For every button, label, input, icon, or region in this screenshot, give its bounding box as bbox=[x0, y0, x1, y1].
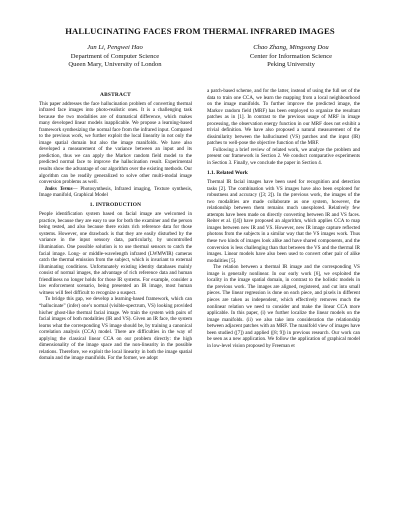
index-terms bbox=[39, 186, 192, 199]
paper-title: HALLUCINATING FACES FROM THERMAL INFRARED IMAGES bbox=[65, 26, 335, 36]
related-work-paragraph-1: Thermal IR facial images have been used for recognition and detection tasks [2]. The combination with VS images have also been explored for robustness and accuracy ([3; 2]). In the previous work, the images of the two modalities are made collaborate as one system, however, the relationship between them remains much unexplored. Relatively few attempts have been made on directly converting between IR and VS faces. Reiter et al. ([4]) have proposed an algorithm, which applies CCA to map images between new IR and VS. However, new IR image capture reflected photons from the subjects in a similar way that the VS images work. Thus these two kinds of images look alike and have shared components, and the conversion is less challenging than that between the VS and the thermal IR images. Linear models have also been used to convert other pair of alike modalities [5]. bbox=[207, 179, 360, 264]
index-terms-label: Index Terms bbox=[45, 185, 73, 192]
left-column bbox=[39, 88, 192, 362]
author-names: Chao Zhang, Mingsong Dou bbox=[253, 44, 329, 51]
intro-paragraph-3: a patch-based scheme, and for the latter, instead of using the full set of the data to train one CCA, we learn the mapping from a local neighbourhood on the image manifolds. To further improve the predicted image, the Markov random field (MRF) has been employed to organize the resultant patches as in [1]. In contrast to the previous usage of MRF in image processing, the observation energy function in our MRF does not exhibit a trivial definition. We have also proposed a natural measurement of the dissimilarity between the hallucinated (VS) patches and the input (IR) patches to well-pose the objective function of the MRF. bbox=[207, 88, 360, 147]
related-work-paragraph-2: The relation between a thermal IR image and the corresponding VS image is generally nonlinear. In our early work [6], we exploited the locality in the image spatial domain, in contrast to the holistic models in the previous work. The images are aligned, registered, and cut into small pieces. The linear regression is done on each piece, and pixels in different pieces are taken as independent, which effectively removes much the nonlinear relation we need to consider and make the linear CCA more applicable. In this paper, (i) we further localize the linear models on the image manifolds. (ii) we also take into consideration the relationship between adjacent patches with an MRF. The manifold view of images have been studied ([7]) and applied ([8; 9]) in previous research. Our work can be seen as a new application. We follow the application of graphical model in low-level vision proposed by Freeman et bbox=[207, 264, 360, 349]
abstract-text: This paper addresses the face hallucination problem of converting thermal infrared face images into photo-realistic ones. It is a challenging task because the two modalities are of dramatical difference, which makes many developed linear models inapplicable. We propose a learning-based framework synthesizing the normal face from the infrared input. Compared to the previous work, we further exploit the local linearity in not only the image spatial domain but also the image manifolds. We have also developed a measurement of the variance between an input and its prediction, thus we can apply the Markov random field model to the predicted normal face to improve the hallucination result. Experimental results show the advantage of our algorithm over the existing methods. Our algorithm can be readily generalized to solve other multi-modal image conversion problems as well. bbox=[39, 100, 192, 186]
intro-paragraph-4: Following a brief review of related work, we analyze the problem and present our framework in Section 2. We conduct comparative experiments in Section 3. Finally, we conclude the paper in Section 4. bbox=[207, 146, 360, 167]
intro-paragraph-1: People identification system based on facial image are welcomed in practice, because they are easy to use for both the examiner and the person being tested, and also because there exists rich reference data for those systems. However, one drawback is that they are easily disturbed by the variance in the input sensory data, particularly, by uncontrolled illumination. One possible solution is to use thermal sensors to catch the facial image. Long- or middle-wavelength infrared (LWMWIR) cameras catch the thermal emission from the subject, which is invariant to external illuminating conditions. Unfortunately existing identity databases mainly consist of normal images, the advantage of rich reference data and human friendliness no longer holds for those IR systems. For example, consider a law enforcement scenario, being presented an IR image, most human witness will feel difficult to recognize a suspect. bbox=[39, 211, 192, 296]
author-names: Jun Li, Pengwei Hao bbox=[87, 44, 143, 51]
intro-paragraph-2: To bridge this gap, we develop a learning-based framework, which can “hallucinate” (infer) one’s normal (visible-spectrum, VS) looking provided his/her ghost-like thermal facial image. We train the system with pairs of facial images of both modalities (IR and VS). Given an IR face, the system learns what the corresponding VS image should be, by training a canonical correlation analysis (CCA) model. There are difficulties in the way of applying the classical linear CCA on our problem directly: the high dimensionality of the image space and the non-linearity in the possible relations. Therefore, we exploit the local linearity in both the image spatial domain and the image manifolds. For the former, we adopt bbox=[39, 296, 192, 362]
related-work-heading: 1.1. Related Work bbox=[207, 170, 248, 177]
index-terms-text: — Photosynthesis, Infrared imaging, Texture synthesis, Image manifold, Graphical Model bbox=[39, 185, 192, 199]
author-department: Department of Computer Science bbox=[70, 52, 160, 60]
introduction-heading: 1. INTRODUCTION bbox=[89, 202, 142, 209]
abstract-heading: ABSTRACT bbox=[100, 91, 131, 98]
author-affiliation: Peking University bbox=[267, 61, 315, 68]
author-department: Center for Information Science bbox=[249, 52, 333, 60]
author-affiliation: Queen Mary, University of London bbox=[68, 61, 162, 68]
author-block-right bbox=[216, 44, 366, 70]
author-block-left bbox=[40, 44, 190, 70]
right-column bbox=[207, 88, 360, 349]
